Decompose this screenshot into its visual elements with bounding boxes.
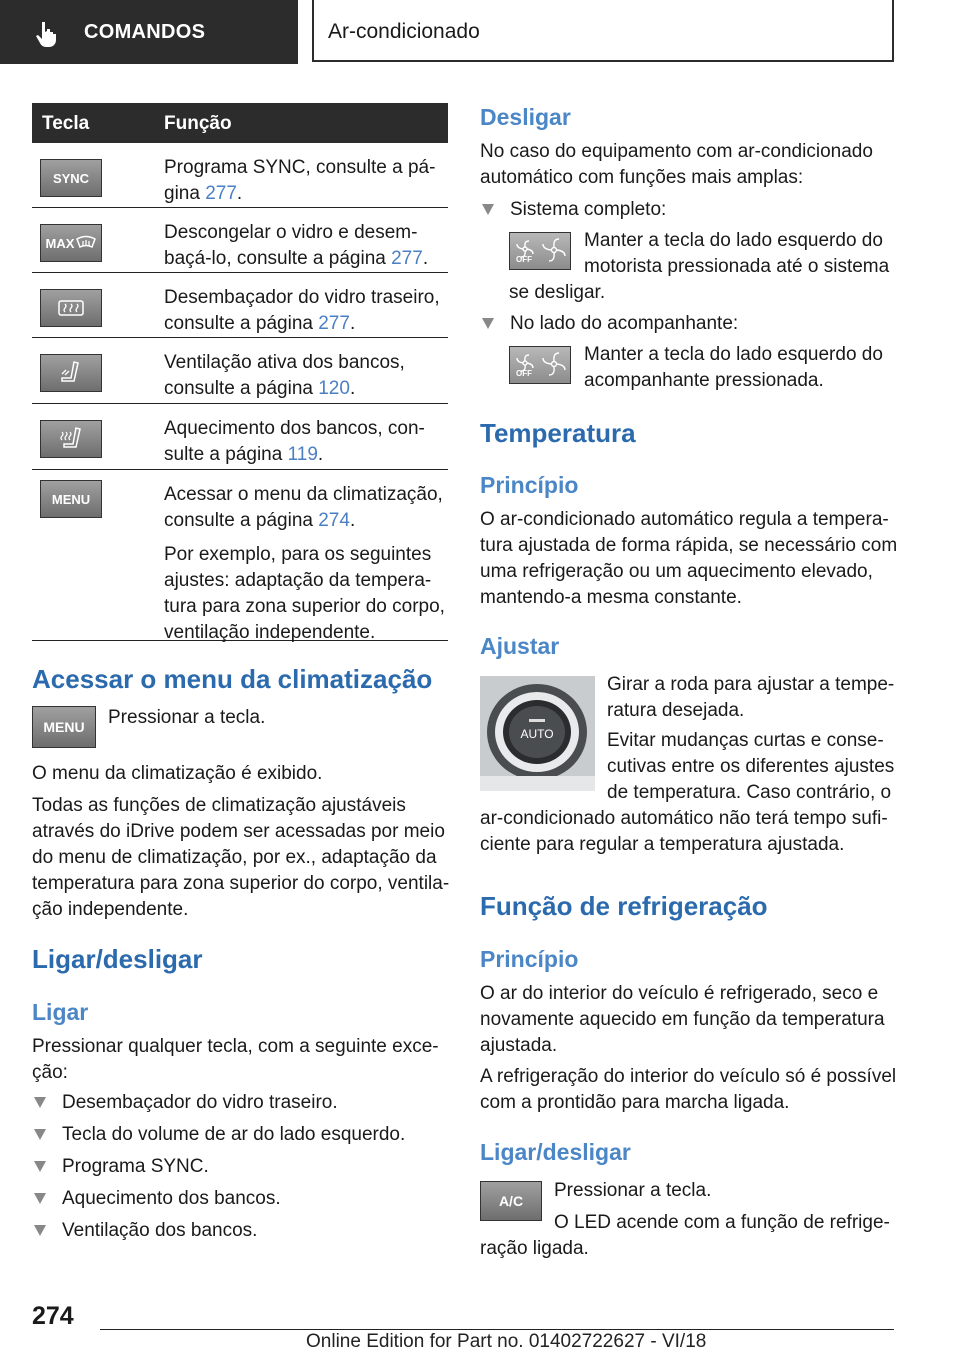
bullet-triangle-icon (482, 204, 494, 215)
heading-adjust: Ajustar (480, 633, 560, 659)
page-link[interactable]: 120 (318, 378, 350, 399)
table-row: Ventilação ativa dos bancos, consulte a página 120. (32, 338, 448, 404)
svg-text:OFF: OFF (516, 255, 532, 264)
table-header (32, 103, 448, 143)
windshield-defrost-icon (76, 235, 96, 251)
table-row: Aquecimento dos bancos, con‐ sulte a página 119. (32, 404, 448, 470)
seat-ventilation-key-icon (40, 354, 102, 392)
seat-heating-icon (56, 426, 86, 452)
heading-on: Ligar (32, 999, 89, 1025)
auto-label: AUTO (520, 727, 554, 741)
fan-off-key-icon (509, 346, 571, 384)
bullet-triangle-icon (482, 318, 494, 329)
page-number: 274 (32, 1302, 74, 1330)
chapter-title: Ar-condicionado (328, 20, 480, 43)
svg-text:OFF: OFF (516, 369, 532, 378)
menu-key-icon: MENU (32, 706, 96, 748)
hand-pointer-icon (34, 20, 60, 48)
table-row: MENU Acessar o menu da climatização, consulte a página 274. Por exemplo, para os seguintes ajustes: adaptação da tempera‐ tura para zona superior do corpo, ventilação independente. (32, 470, 448, 641)
table-row: Desembaçador do vidro traseiro, consulte a página 277. (32, 273, 448, 338)
bullet-triangle-icon (34, 1129, 46, 1140)
menu-key-icon: MENU (40, 480, 102, 518)
page-link[interactable]: 277 (205, 183, 237, 204)
table-row: SYNC Programa SYNC, consulte a pá‐ gina 277. (32, 143, 448, 208)
bullet-triangle-icon (34, 1161, 46, 1172)
heading-cooling: Função de refrigeração (480, 891, 768, 921)
rear-window-defrost-icon (56, 298, 86, 318)
seat-heating-key-icon (40, 420, 102, 458)
temperature-knob-image (480, 676, 595, 791)
ac-key-icon: A/C (480, 1181, 542, 1221)
column-header-key: Tecla (42, 113, 90, 134)
section-title: COMANDOS (84, 21, 206, 43)
chapter-tab (312, 0, 894, 62)
page-link[interactable]: 274 (318, 510, 350, 531)
heading-cooling-principle: Princípio (480, 946, 579, 972)
section-tab (0, 0, 298, 64)
rear-defrost-key-icon (40, 289, 102, 327)
heading-on-off: Ligar/desligar (32, 944, 203, 974)
table-row: MAX Descongelar o vidro e desem‐ baçá-lo, consulte a página 277. (32, 208, 448, 273)
bullet-triangle-icon (34, 1225, 46, 1236)
fan-off-key-icon (509, 232, 571, 270)
sync-key-icon: SYNC (40, 159, 102, 197)
page-link[interactable]: 119 (287, 444, 318, 465)
menu-examples-text: Por exemplo, para os seguintes ajustes: adaptação da tempera‐ tura para zona superior do corpo, ventilação independente. (164, 544, 445, 643)
heading-off: Desligar (480, 104, 571, 130)
key-function-table (32, 103, 448, 641)
page-link[interactable]: 277 (391, 248, 423, 269)
heading-access-menu: Acessar o menu da climatização (32, 664, 433, 694)
edition-text: Online Edition for Part no. 01402722627 - VI/18 (306, 1331, 707, 1352)
fan-off-icon (514, 350, 566, 380)
heading-temperature: Temperatura (480, 418, 636, 448)
heading-cooling-on-off: Ligar/desligar (480, 1139, 631, 1165)
max-defrost-key-icon: MAX (40, 224, 102, 262)
page-link[interactable]: 277 (318, 313, 350, 334)
column-header-function: Função (164, 113, 232, 134)
seat-ventilation-icon (56, 360, 86, 386)
bullet-triangle-icon (34, 1097, 46, 1108)
fan-off-icon (514, 236, 566, 266)
heading-principle: Princípio (480, 472, 579, 498)
bullet-triangle-icon (34, 1193, 46, 1204)
footer-rule (100, 1329, 894, 1330)
